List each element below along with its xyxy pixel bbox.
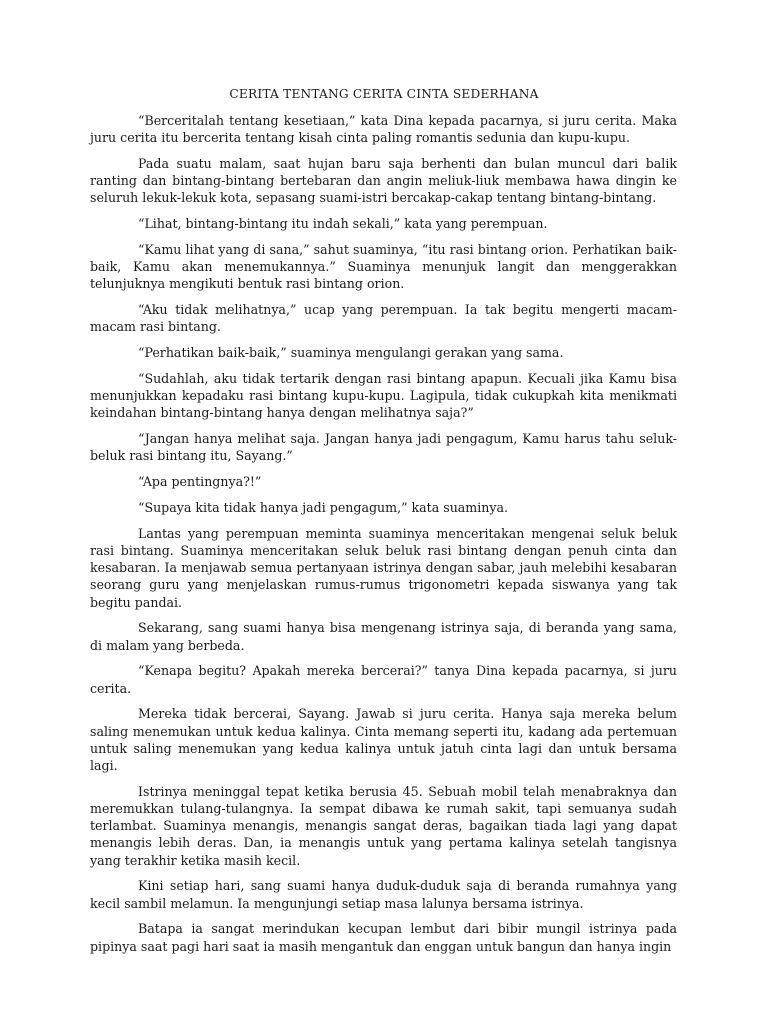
paragraph: Sekarang, sang suami hanya bisa mengenang istrinya saja, di beranda yang sama, di malam yang berbeda. bbox=[90, 620, 677, 653]
paragraph: “Sudahlah, aku tidak tertarik dengan rasi bintang apapun. Kecuali jika Kamu bisa menunjukkan kepadaku rasi bintang kupu-kupu. Lagipula, tidak cukupkah kita menikmati keindahan bintang-bintang hanya dengan melihatnya saja?” bbox=[90, 371, 677, 421]
paragraph: “Kenapa begitu? Apakah mereka bercerai?” tanya Dina kepada pacarnya, si juru cerita. bbox=[90, 663, 677, 696]
paragraph: “Aku tidak melihatnya,” ucap yang perempuan. Ia tak begitu mengerti macam-macam rasi bintang. bbox=[90, 302, 677, 335]
paragraph: Pada suatu malam, saat hujan baru saja berhenti dan bulan muncul dari balik ranting dan bintang-bintang bertebaran dan angin meliuk-liuk membawa hawa dingin ke seluruh lekuk-lekuk kota, sepasang suami-istri bercakap-cakap tentang bintang-bintang. bbox=[90, 156, 677, 206]
paragraph: “Jangan hanya melihat saja. Jangan hanya jadi pengagum, Kamu harus tahu seluk-beluk rasi bintang itu, Sayang.” bbox=[90, 431, 677, 464]
paragraph: Batapa ia sangat merindukan kecupan lembut dari bibir mungil istrinya pada pipinya saat pagi hari saat ia masih mengantuk dan enggan untuk bangun dan hanya ingin bbox=[90, 921, 677, 954]
paragraph: Mereka tidak bercerai, Sayang. Jawab si juru cerita. Hanya saja mereka belum saling menemukan untuk kedua kalinya. Cinta memang seperti itu, kadang ada pertemuan untuk saling menemukan yang kedua kalinya untuk jatuh cinta lagi dan untuk bersama lagi. bbox=[90, 706, 677, 774]
paragraph: Lantas yang perempuan meminta suaminya menceritakan mengenai seluk beluk rasi bintang. Suaminya menceritakan seluk beluk rasi bintang dengan penuh cinta dan kesabaran. Ia menjawab semua pertanyaan istrinya dengan sabar, jauh melebihi kesabaran seorang guru yang menjelaskan rumus-rumus trigonometri kepada siswanya yang tak begitu pandai. bbox=[90, 525, 677, 610]
paragraph: “Berceritalah tentang kesetiaan,” kata Dina kepada pacarnya, si juru cerita. Maka juru cerita itu bercerita tentang kisah cinta paling romantis sedunia dan kupu-kupu. bbox=[90, 113, 677, 146]
document-body bbox=[90, 112, 677, 963]
paragraph: “Lihat, bintang-bintang itu indah sekali,” kata yang perempuan. bbox=[138, 216, 548, 232]
document-title: CERITA TENTANG CERITA CINTA SEDERHANA bbox=[229, 87, 539, 101]
paragraph: “Kamu lihat yang di sana,” sahut suaminya, “itu rasi bintang orion. Perhatikan baik-baik, Kamu akan menemukannya.” Suaminya menunjuk langit dan menggerakkan telunjuknya mengikuti bentuk rasi bintang orion. bbox=[90, 242, 677, 292]
paragraph: “Apa pentingnya?!” bbox=[138, 474, 262, 490]
paragraph: “Perhatikan baik-baik,” suaminya mengulangi gerakan yang sama. bbox=[138, 345, 564, 361]
paragraph: Kini setiap hari, sang suami hanya duduk-duduk saja di beranda rumahnya yang kecil sambil melamun. Ia mengunjungi setiap masa lalunya bersama istrinya. bbox=[90, 878, 677, 911]
paragraph: “Supaya kita tidak hanya jadi pengagum,” kata suaminya. bbox=[138, 500, 509, 515]
paragraph: Istrinya meninggal tepat ketika berusia 45. Sebuah mobil telah menabraknya dan meremukkan tulang-tulangnya. Ia sempat dibawa ke rumah sakit, tapi semuanya sudah terlambat. Suaminya menangis, menangis sangat deras, bagaikan tiada lagi yang dapat menangis lebih deras. Dan, ia menangis untuk yang pertama kalinya setelah tangisnya yang terakhir ketika masih kecil. bbox=[90, 783, 677, 868]
